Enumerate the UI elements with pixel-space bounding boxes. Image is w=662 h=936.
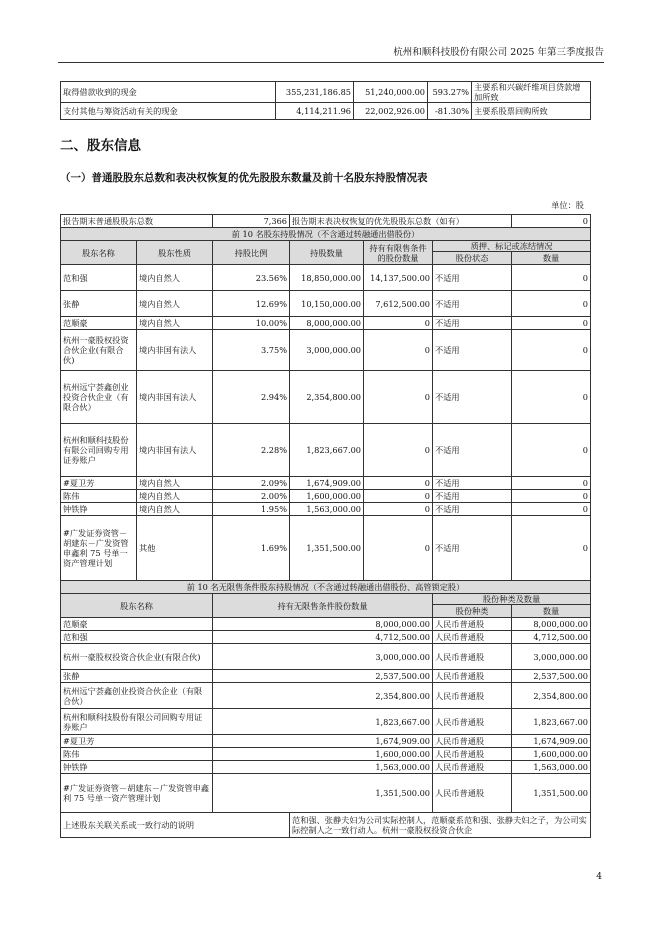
u-shareholder-count: 1,600,000.00 [512, 748, 591, 761]
cash-reason: 主要系股票回购所致 [472, 103, 591, 120]
shareholder-qty: 2,354,800.00 [290, 371, 364, 424]
header-pledge: 质押、标记或冻结情况 [433, 241, 591, 252]
unit-label: 单位：股 [551, 200, 584, 210]
shareholder-restricted: 0 [364, 490, 433, 503]
header-name: 股东名称 [61, 241, 137, 265]
cash-change: -81.30% [428, 103, 472, 120]
unrestricted-row [61, 618, 591, 631]
u-shareholder-kind: 人民币普通股 [433, 735, 512, 748]
shareholder-status: 不适用 [433, 503, 512, 516]
shareholder-nature: 境内非国有法人 [137, 371, 213, 424]
summary-label-common: 报告期末普通股股东总数 [61, 215, 213, 228]
cash-current: 355,231,186.85 [276, 82, 354, 103]
cash-prior: 22,002,926.00 [354, 103, 428, 120]
shareholder-restricted: 0 [364, 424, 433, 477]
shareholder-status: 不适用 [433, 330, 512, 371]
shareholder-name: 杭州远宁荟鑫创业投资合伙企业（有限合伙） [61, 371, 137, 424]
shareholder-qty: 8,000,000.00 [290, 317, 364, 330]
cash-item: 取得借款收到的现金 [61, 82, 276, 103]
summary-value-pref: 0 [512, 215, 591, 228]
shareholder-nature: 境内自然人 [137, 291, 213, 317]
u-header-qty: 持有无限售条件股份数量 [213, 594, 433, 618]
shareholder-nature: 其他 [137, 516, 213, 581]
shareholder-status: 不适用 [433, 291, 512, 317]
shareholder-row [61, 490, 591, 503]
page-number: 4 [596, 872, 602, 882]
u-shareholder-kind: 人民币普通股 [433, 709, 512, 735]
u-shareholder-count: 1,823,667.00 [512, 709, 591, 735]
cash-reason: 主要系和兴碳纤维项目贷款增加所致 [472, 82, 591, 103]
u-shareholder-qty: 3,000,000.00 [213, 644, 433, 670]
shareholder-qty: 18,850,000.00 [290, 265, 364, 291]
shareholder-count: 0 [512, 516, 591, 581]
summary-label-pref: 报告期末表决权恢复的优先股股东总数（如有） [290, 215, 512, 228]
u-shareholder-kind: 人民币普通股 [433, 748, 512, 761]
u-shareholder-name: #广发证券资管－胡建东－广发资管申鑫利 75 号单一资产管理计划 [61, 774, 213, 813]
unrestricted-row [61, 683, 591, 709]
u-shareholder-qty: 1,674,909.00 [213, 735, 433, 748]
u-shareholder-qty: 8,000,000.00 [213, 618, 433, 631]
u-header-count: 数量 [512, 605, 591, 618]
u-shareholder-qty: 4,712,500.00 [213, 631, 433, 644]
shareholder-nature: 境内自然人 [137, 477, 213, 490]
shareholder-count: 0 [512, 503, 591, 516]
unrestricted-row [61, 670, 591, 683]
shareholder-qty: 1,600,000.00 [290, 490, 364, 503]
unrestricted-row [61, 709, 591, 735]
shareholder-table [60, 214, 591, 838]
shareholder-ratio: 2.00% [213, 490, 290, 503]
u-shareholder-name: 范顺豪 [61, 618, 213, 631]
u-shareholder-count: 3,000,000.00 [512, 644, 591, 670]
unrestricted-header-row [61, 594, 591, 605]
u-shareholder-name: 钟铁铮 [61, 761, 213, 774]
u-shareholder-qty: 1,351,500.00 [213, 774, 433, 813]
u-shareholder-qty: 2,537,500.00 [213, 670, 433, 683]
u-shareholder-kind: 人民币普通股 [433, 683, 512, 709]
header-restricted: 持有有限售条件的股份数量 [364, 241, 433, 265]
u-shareholder-qty: 1,600,000.00 [213, 748, 433, 761]
u-shareholder-name: #夏卫芳 [61, 735, 213, 748]
unrestricted-title-row [61, 581, 591, 594]
u-shareholder-name: 杭州一豪股权投资合伙企业(有限合伙) [61, 644, 213, 670]
u-shareholder-name: 杭州远宁荟鑫创业投资合伙企业（有限合伙） [61, 683, 213, 709]
shareholder-ratio: 3.75% [213, 330, 290, 371]
shareholder-ratio: 23.56% [213, 265, 290, 291]
shareholder-name: 杭州一豪股权投资合伙企业(有限合伙) [61, 330, 137, 371]
header-status: 股份状态 [433, 252, 512, 265]
shareholder-ratio: 2.94% [213, 371, 290, 424]
shareholder-row [61, 291, 591, 317]
u-shareholder-count: 1,563,000.00 [512, 761, 591, 774]
shareholder-ratio: 2.09% [213, 477, 290, 490]
shareholder-ratio: 12.69% [213, 291, 290, 317]
section-subtitle: （一）普通股股东总数和表决权恢复的优先股股东数量及前十名股东持股情况表 [60, 172, 428, 184]
u-shareholder-count: 1,674,909.00 [512, 735, 591, 748]
shareholder-name: 杭州和顺科技股份有限公司回购专用证券账户 [61, 424, 137, 477]
top10-title: 前 10 名股东持股情况（不含通过转融通出借股份） [61, 228, 591, 241]
u-shareholder-count: 8,000,000.00 [512, 618, 591, 631]
shareholder-restricted: 0 [364, 317, 433, 330]
shareholder-qty: 1,674,909.00 [290, 477, 364, 490]
u-shareholder-name: 杭州和顺科技股份有限公司回购专用证券账户 [61, 709, 213, 735]
cash-flow-row [61, 82, 591, 103]
summary-row [61, 215, 591, 228]
u-shareholder-count: 2,354,800.00 [512, 683, 591, 709]
shareholder-restricted: 0 [364, 371, 433, 424]
u-header-kind: 股份种类 [433, 605, 512, 618]
top10-title-row [61, 228, 591, 241]
cash-flow-row [61, 103, 591, 120]
u-shareholder-name: 范和强 [61, 631, 213, 644]
header-count: 数量 [512, 252, 591, 265]
cash-flow-table [60, 81, 591, 120]
shareholder-nature: 境内自然人 [137, 317, 213, 330]
section-title: 二、股东信息 [60, 138, 141, 154]
shareholder-row [61, 424, 591, 477]
unrestricted-row [61, 761, 591, 774]
shareholder-name: 张静 [61, 291, 137, 317]
shareholder-name: 范顺豪 [61, 317, 137, 330]
top10-header-row [61, 241, 591, 252]
shareholder-qty: 1,823,667.00 [290, 424, 364, 477]
shareholder-qty: 10,150,000.00 [290, 291, 364, 317]
shareholder-qty: 3,000,000.00 [290, 330, 364, 371]
unrestricted-row [61, 774, 591, 813]
shareholder-restricted: 0 [364, 477, 433, 490]
shareholder-status: 不适用 [433, 477, 512, 490]
u-shareholder-count: 2,537,500.00 [512, 670, 591, 683]
shareholder-count: 0 [512, 317, 591, 330]
unrestricted-row [61, 631, 591, 644]
unrestricted-title: 前 10 名无限售条件股东持股情况（不含通过转融通出借股份、高管锁定股） [61, 581, 591, 594]
unrestricted-row [61, 748, 591, 761]
unrestricted-row [61, 735, 591, 748]
cash-prior: 51,240,000.00 [354, 82, 428, 103]
cash-item: 支付其他与筹资活动有关的现金 [61, 103, 276, 120]
shareholder-nature: 境内自然人 [137, 503, 213, 516]
unrestricted-row [61, 644, 591, 670]
shareholder-row [61, 330, 591, 371]
shareholder-qty: 1,563,000.00 [290, 503, 364, 516]
shareholder-nature: 境内自然人 [137, 265, 213, 291]
shareholder-qty: 1,351,500.00 [290, 516, 364, 581]
shareholder-status: 不适用 [433, 317, 512, 330]
u-header-name: 股东名称 [61, 594, 213, 618]
header-ratio: 持股比例 [213, 241, 290, 265]
shareholder-row [61, 503, 591, 516]
shareholder-count: 0 [512, 291, 591, 317]
shareholder-restricted: 0 [364, 330, 433, 371]
report-title: 杭州和顺科技股份有限公司 2025 年第三季度报告 [393, 47, 604, 58]
u-shareholder-qty: 1,563,000.00 [213, 761, 433, 774]
u-shareholder-kind: 人民币普通股 [433, 644, 512, 670]
shareholder-ratio: 10.00% [213, 317, 290, 330]
header-nature: 股东性质 [137, 241, 213, 265]
relation-label: 上述股东关联关系或一致行动的说明 [61, 813, 290, 838]
shareholder-row [61, 477, 591, 490]
shareholder-status: 不适用 [433, 424, 512, 477]
shareholder-ratio: 1.95% [213, 503, 290, 516]
shareholder-restricted: 0 [364, 516, 433, 581]
u-shareholder-name: 张静 [61, 670, 213, 683]
shareholder-restricted: 7,612,500.00 [364, 291, 433, 317]
u-shareholder-count: 4,712,500.00 [512, 631, 591, 644]
shareholder-ratio: 1.69% [213, 516, 290, 581]
shareholder-status: 不适用 [433, 371, 512, 424]
u-shareholder-kind: 人民币普通股 [433, 761, 512, 774]
cash-change: 593.27% [428, 82, 472, 103]
shareholder-count: 0 [512, 265, 591, 291]
u-shareholder-name: 陈伟 [61, 748, 213, 761]
u-header-kind-group: 股份种类及数量 [433, 594, 591, 605]
shareholder-row [61, 371, 591, 424]
u-shareholder-qty: 1,823,667.00 [213, 709, 433, 735]
u-shareholder-kind: 人民币普通股 [433, 670, 512, 683]
shareholder-status: 不适用 [433, 516, 512, 581]
u-shareholder-kind: 人民币普通股 [433, 618, 512, 631]
shareholder-status: 不适用 [433, 265, 512, 291]
shareholder-nature: 境内自然人 [137, 490, 213, 503]
shareholder-nature: 境内非国有法人 [137, 330, 213, 371]
shareholder-name: 陈伟 [61, 490, 137, 503]
shareholder-name: #广发证券资管－胡建东－广发资管申鑫利 75 号单一资产管理计划 [61, 516, 137, 581]
shareholder-ratio: 2.28% [213, 424, 290, 477]
shareholder-restricted: 14,137,500.00 [364, 265, 433, 291]
shareholder-name: 钟铁铮 [61, 503, 137, 516]
shareholder-nature: 境内非国有法人 [137, 424, 213, 477]
shareholder-count: 0 [512, 330, 591, 371]
shareholder-count: 0 [512, 424, 591, 477]
shareholder-name: 范和强 [61, 265, 137, 291]
page-header [58, 44, 604, 63]
u-shareholder-count: 1,351,500.00 [512, 774, 591, 813]
shareholder-status: 不适用 [433, 490, 512, 503]
shareholder-count: 0 [512, 371, 591, 424]
shareholder-row [61, 265, 591, 291]
shareholder-restricted: 0 [364, 503, 433, 516]
relation-row [61, 813, 591, 838]
shareholder-row [61, 317, 591, 330]
summary-value-common: 7,366 [213, 215, 290, 228]
shareholder-count: 0 [512, 477, 591, 490]
shareholder-count: 0 [512, 490, 591, 503]
u-shareholder-kind: 人民币普通股 [433, 774, 512, 813]
shareholder-name: #夏卫芳 [61, 477, 137, 490]
shareholder-row [61, 516, 591, 581]
cash-current: 4,114,211.96 [276, 103, 354, 120]
relation-text: 范和强、张静夫妇为公司实际控制人，范顺豪系范和强、张静夫妇之子，为公司实际控制人之一致行动人。杭州一豪股权投资合伙企 [290, 813, 591, 838]
u-shareholder-kind: 人民币普通股 [433, 631, 512, 644]
header-qty: 持股数量 [290, 241, 364, 265]
u-shareholder-qty: 2,354,800.00 [213, 683, 433, 709]
